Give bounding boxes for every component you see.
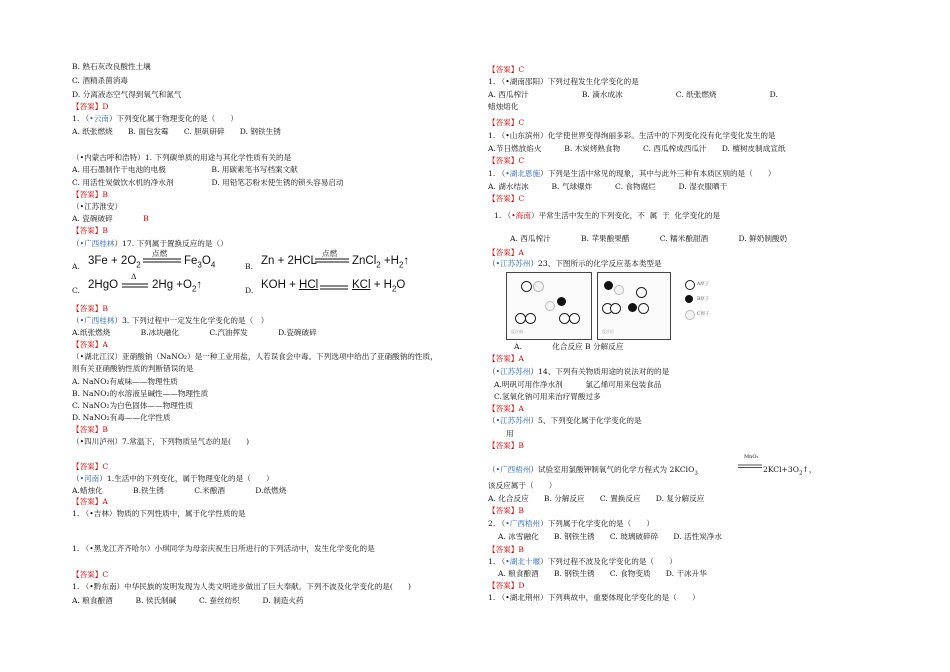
option-line: A. 冰雪融化 B. 钢铁生锈 C. 玻璃破碎碎 D. 活性炭净水 xyxy=(498,532,722,541)
question-line: 1. （•山东滨州）化学使世界变得绚丽多彩。生活中的下列变化没有化学变化发生的是 xyxy=(488,131,776,140)
answer-line: 【答案】C xyxy=(488,118,525,127)
option-line: A.蜡烛化 B.铁生锈 C.米酿酒 D.纸燃烧 xyxy=(72,486,287,495)
legend-c-icon xyxy=(685,310,695,320)
option-line: 蜡烛熔化 xyxy=(488,102,519,111)
answer-label: 【答案】 xyxy=(72,102,103,111)
source-tag: •江苏苏州 xyxy=(495,416,531,425)
option-line: C. 用活性炭做饮水机的净水剂 D. 用铅笔芯粉末使生锈的锁头容易启动 xyxy=(72,178,344,187)
answer-line: 【答案】A xyxy=(488,404,524,413)
option-line: D. NaNO₂有毒——化学性质 xyxy=(72,413,171,422)
b-atom xyxy=(604,281,613,290)
answer-line: 【答案】A xyxy=(72,497,108,506)
a-atom xyxy=(638,303,649,314)
option-line: A.节日燃放焰火 B. 木炭烤熟食物 C. 西瓜榨成西瓜汁 D. 檀树皮制成宣纸 xyxy=(488,144,786,153)
source-tag: •广西桂林 xyxy=(79,239,115,248)
b-atom xyxy=(557,297,566,306)
option-line: A. 纸张燃烧 B. 面包发霉 C. 胆矾研碎 D. 钢铁生锈 xyxy=(72,127,281,136)
question-line: （•广西桂林）17. 下列属于置换反应的是（） xyxy=(72,239,228,248)
answer-line: 【答案】B xyxy=(72,226,108,235)
question-line: （•江苏淮安） xyxy=(72,202,123,211)
answer-line: 【答案】C xyxy=(72,462,109,471)
double-bar-icon xyxy=(738,464,762,469)
source-tag: •广西梧州 xyxy=(495,465,531,474)
answer-line: 【答案】B xyxy=(72,425,108,434)
question-line: （•广西梧州）试验室用氯酸钾制氧气的化学方程式为 2KClO$_3$ xyxy=(488,465,698,477)
option-line: A. 瓷碗破碎 B xyxy=(72,214,149,223)
legend-label: C原子 xyxy=(697,312,710,317)
source-tag: •河南 xyxy=(79,474,100,483)
legend-label: B原子 xyxy=(697,297,710,302)
double-bar-icon xyxy=(315,258,349,264)
option-line: B. NaNO₂的水溶液呈碱性——物理性质 xyxy=(72,389,209,398)
question-line: （•江苏苏州）14、下列有关物质用途的说法对的的是 xyxy=(488,367,670,376)
answer-line: 【答案】D xyxy=(488,581,525,590)
question-line: （•湖北江汉）亚硝酸钠（NaNO₂）是一种工业用盐，人若误食会中毒。下列选项中给出了亚硝酸钠的性质， xyxy=(72,352,438,361)
source-tag: •云南 xyxy=(89,114,109,123)
question-line: 1. （•湖北荆州）下列典故中，重要体现化学变化的是（ ） xyxy=(488,593,700,602)
figure-caption: 反应前 xyxy=(511,329,523,334)
source-tag: •广西桂林 xyxy=(79,316,115,325)
a-atom xyxy=(610,303,621,314)
option-line: A. 化合反应 B. 分解反应 C. 置换反应 D. 复分解反应 xyxy=(488,494,705,503)
option-line: A. 化合反应 B 分解反应 xyxy=(514,342,624,351)
question-line: 1. （•湖北恩施）下列是生活中常见的现象，其中与此外三种有本质区别的是（ ） xyxy=(488,169,776,178)
question-line: 1. （•湖北十堰）下列过程不波及化学变化的是（ ） xyxy=(488,557,677,566)
question-line: （•广西桂林）3. 下列过程中一定发生化学变化的是（ ） xyxy=(72,316,269,325)
double-bar-icon xyxy=(122,283,148,289)
answer-line: 【答案】A xyxy=(72,340,108,349)
double-bar-icon xyxy=(320,285,348,291)
answer-line xyxy=(72,102,108,112)
question-line: 1. （•吉林）物质的下列性质中，属于化学性质的是 xyxy=(72,509,246,518)
question-line: （•内蒙古呼和浩特）1. 下列碳单质的用途与其化学性质有关的是 xyxy=(72,153,292,162)
question-line: 1. （•海南）平常生活中发生的下列变化，不 属 于 化学变化的是 xyxy=(494,211,721,220)
answer-line: 【答案】A xyxy=(488,248,524,257)
answer-line: 【答案】B xyxy=(72,190,108,199)
source-tag: •湖北恩施 xyxy=(505,169,541,178)
option-line: A. 西瓜榨汁 B. 苹果酿果醋 C. 糯米酿甜酒 D. 鲜奶制酸奶 xyxy=(510,234,788,243)
c-atom xyxy=(614,285,624,295)
legend-a-icon xyxy=(685,280,695,290)
option-line: A. 用石墨制作干电池的电极 B. 用碳素笔书写档案文献 xyxy=(72,165,298,174)
question-line: （•四川泸州）7.常温下，下列物质呈气态的是( ) xyxy=(72,437,250,446)
a-atom xyxy=(521,281,532,292)
before-box xyxy=(506,272,592,340)
a-atom xyxy=(569,313,580,324)
source-tag: •江苏苏州 xyxy=(495,367,531,376)
option-line: D. 分离液态空气得到氧气和氮气 xyxy=(72,90,182,99)
question-line: 1. （•湖南邵阳）下列过程发生化学变化的是 xyxy=(488,77,639,86)
c-atom xyxy=(533,281,544,292)
question-line: （•河南）1.生活中的下列变化，属于物理变化的是（ ） xyxy=(72,474,274,483)
legend-b-icon xyxy=(685,295,693,303)
legend-label: A原子 xyxy=(697,282,710,287)
option-line: A. 粮食酿酒 B. 侯氏制碱 C. 蚕丝纺织 D. 制造火药 xyxy=(72,596,304,605)
question-line: （•江苏苏州）23、下图所示的化学反应基本类型是 xyxy=(488,259,662,268)
question-line: 1. （•黑龙江齐齐哈尔）小琪同学为母亲庆祝生日所进行的下列活动中，发生化学变化的是 xyxy=(72,544,375,553)
answer-line: 【答案】C xyxy=(488,156,525,165)
option-line: C. NaNO₂为白色固体——物理性质 xyxy=(72,401,193,410)
after-box xyxy=(597,272,671,340)
option-line: C. 酒精杀菌消毒 xyxy=(72,76,128,85)
double-bar-icon xyxy=(143,258,181,264)
source-tag: •海南 xyxy=(511,211,531,220)
answer-line: 【答案】C xyxy=(488,194,525,203)
question-line: 1. （•云南）下列变化属于物理变化的是（ ） xyxy=(72,114,239,123)
question-line: 则有关亚硝酸钠性质的判断错误的是 xyxy=(72,364,194,373)
option-line: A. 粮食酿酒 B. 钢铁生锈 C. 食物变质 D. 干冰升华 xyxy=(498,569,707,578)
source-tag: •江苏苏州 xyxy=(495,259,531,268)
option-line: 用 xyxy=(506,429,514,438)
question-line: 2. （•广西梧州）下列属于化学变化的是（ ） xyxy=(488,519,655,528)
question-line: 该反应属于（ ） xyxy=(488,481,557,490)
answer-line: 【答案】B xyxy=(488,506,524,515)
figure-caption: 反应后 xyxy=(602,329,614,334)
question-line: 1. （•黔东南）中华民族的发明发现为人类文明进步做出了巨大奉献。下列不波及化学变化的是( ) xyxy=(72,582,411,591)
answer-line: 【答案】B xyxy=(72,304,108,313)
answer-line: 【答案】C xyxy=(488,65,525,74)
b-atom xyxy=(628,303,637,312)
option-line: B. 熟石灰改良酸性土壤 xyxy=(72,62,151,71)
answer-line: 【答案】A xyxy=(488,354,524,363)
source-tag: •湖北十堰 xyxy=(505,557,541,566)
option-line: A.纸张燃烧 B.冰块融化 C.汽油挥发 D.瓷碗破碎 xyxy=(72,328,317,337)
equation-product: $2KCl+3O_2↑$， xyxy=(763,465,817,477)
answer-line: 【答案】C xyxy=(72,570,109,579)
source-tag: •广西梧州 xyxy=(505,519,541,528)
a-atom xyxy=(525,313,536,324)
c-atom xyxy=(545,301,555,311)
answer-line: 【答案】B xyxy=(488,545,524,554)
answer-value: D xyxy=(102,102,109,111)
a-atom xyxy=(636,287,647,298)
catalyst-label: MnO₂ xyxy=(744,454,759,460)
option-line: A.明矾可用作净水剂 氯乙烯可用来包装食品 xyxy=(494,380,662,389)
answer-line: 【答案】B xyxy=(488,441,524,450)
option-line: A. 湖水结冰 B. 气球爆炸 C. 食物腐烂 D. 湿衣服晒干 xyxy=(488,182,728,191)
option-line: A. NaNO₂有咸味——物理性质 xyxy=(72,377,178,386)
option-line: C.氢氧化钠可用来治疗胃酸过多 xyxy=(494,392,601,401)
option-line: A. 西瓜榨汁 B. 滴水成冰 C. 纸张燃烧 D. xyxy=(488,90,778,99)
question-line: （•江苏苏州）5、下列变化属于化学变化的是 xyxy=(488,416,642,425)
